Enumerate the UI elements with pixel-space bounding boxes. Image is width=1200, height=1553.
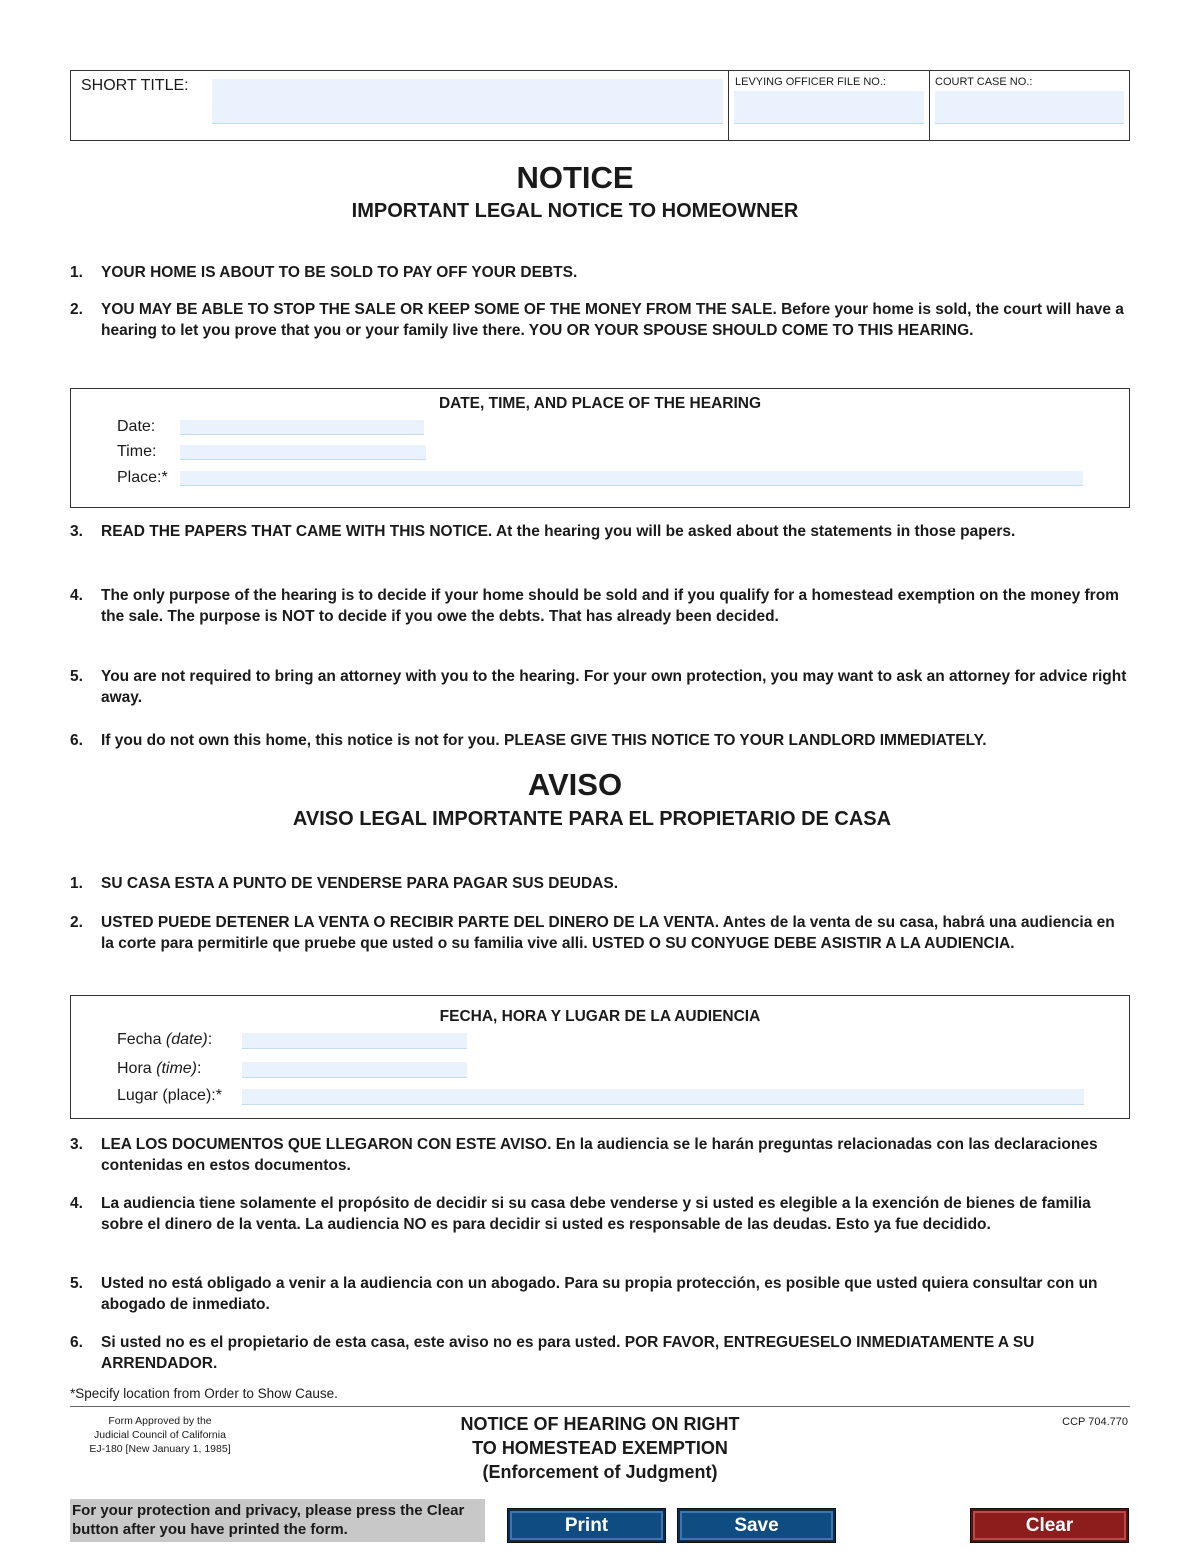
hearing-time-input[interactable] [180, 445, 426, 460]
save-button[interactable]: Save [678, 1509, 835, 1542]
item-text: LEA LOS DOCUMENTOS QUE LLEGARON CON ESTE AVISO. En la audiencia se le harán preguntas relacionadas con las declaraciones contenidas en estos documentos. [101, 1136, 1098, 1174]
time-label: Time: [117, 443, 157, 460]
item-number: 2. [70, 914, 83, 931]
notice-item-5 [70, 666, 1130, 708]
form-number: EJ-180 [New January 1, 1985] [89, 1443, 231, 1455]
notice-item-2 [70, 299, 1130, 341]
form-approved [70, 1414, 250, 1456]
item-text: Si usted no es el propietario de esta casa, este aviso no es para usted. POR FAVOR, ENTREGUESELO INMEDIATAMENTE A SU ARRENDADOR. [101, 1334, 1035, 1372]
notice-item-1 [70, 262, 1130, 283]
place-label: Place:* [117, 469, 168, 486]
form-title-line: (Enforcement of Judgment) [482, 1462, 718, 1482]
lugar-label: Lugar (place):* [117, 1087, 222, 1104]
code-citation: CCP 704.770 [1062, 1416, 1128, 1428]
privacy-line: For your protection and privacy, please press the Clear [72, 1502, 465, 1519]
form-approved-line: Form Approved by the [108, 1415, 212, 1427]
hearing-box [70, 388, 1130, 508]
audiencia-box [70, 995, 1130, 1119]
item-number: 4. [70, 1195, 83, 1212]
court-case-label: COURT CASE NO.: [935, 76, 1033, 88]
hearing-place-input[interactable] [180, 471, 1083, 486]
fecha-input[interactable] [242, 1033, 467, 1049]
item-number: 1. [70, 264, 83, 281]
hearing-date-input[interactable] [180, 420, 424, 435]
item-text: YOUR HOME IS ABOUT TO BE SOLD TO PAY OFF YOUR DEBTS. [101, 264, 578, 281]
item-number: 6. [70, 1334, 83, 1351]
notice-title: NOTICE [516, 160, 634, 195]
clear-button[interactable]: Clear [971, 1509, 1128, 1542]
notice-item-6 [70, 730, 1130, 751]
fecha-label: Fecha (date): [117, 1031, 213, 1048]
short-title-input[interactable] [212, 79, 723, 124]
levying-officer-label: LEVYING OFFICER FILE NO.: [735, 76, 886, 88]
footnote: *Specify location from Order to Show Cause. [70, 1386, 338, 1401]
court-case-number-input[interactable] [935, 91, 1124, 124]
hearing-box-title: DATE, TIME, AND PLACE OF THE HEARING [438, 395, 762, 412]
item-number: 1. [70, 875, 83, 892]
privacy-line: button after you have printed the form. [72, 1521, 348, 1538]
item-number: 2. [70, 301, 83, 318]
notice-subtitle: IMPORTANT LEGAL NOTICE TO HOMEOWNER [351, 200, 799, 222]
levying-officer-file-input[interactable] [734, 91, 924, 124]
short-title-label: SHORT TITLE: [81, 77, 189, 94]
item-text: YOU MAY BE ABLE TO STOP THE SALE OR KEEP SOME OF THE MONEY FROM THE SALE. Before your home is sold, the court will have a hearing to let you prove that you or your family live there. YOU OR YOUR SPOUSE SHOULD COME TO THIS HEARING. [101, 301, 1124, 339]
form-title [300, 1412, 900, 1484]
form-approved-line: Judicial Council of California [94, 1429, 226, 1441]
aviso-item-6 [70, 1332, 1130, 1374]
item-text: USTED PUEDE DETENER LA VENTA O RECIBIR PARTE DEL DINERO DE LA VENTA. Antes de la venta de su casa, habrá una audiencia en la corte para permitirle que pruebe que usted o su familia vive alli. USTED O SU CONYUGE DEBE ASISTIR A LA AUDIENCIA. [101, 914, 1115, 952]
footer-rule [70, 1406, 1130, 1407]
aviso-item-1 [70, 873, 1130, 894]
item-text: You are not required to bring an attorney with you to the hearing. For your own protection, you may want to ask an attorney for advice right away. [101, 668, 1127, 706]
item-number: 6. [70, 732, 83, 749]
divider [728, 71, 729, 140]
aviso-item-5 [70, 1273, 1130, 1315]
item-text: The only purpose of the hearing is to decide if your home should be sold and if you qualify for a homestead exemption on the money from the sale. The purpose is NOT to decide if you owe the debts. That has already been decided. [101, 587, 1119, 625]
item-number: 3. [70, 523, 83, 540]
print-button[interactable]: Print [508, 1509, 665, 1542]
aviso-subtitle: AVISO LEGAL IMPORTANTE PARA EL PROPIETARIO DE CASA [292, 808, 892, 830]
item-number: 4. [70, 587, 83, 604]
aviso-item-3 [70, 1134, 1130, 1176]
item-text: If you do not own this home, this notice is not for you. PLEASE GIVE THIS NOTICE TO YOUR LANDLORD IMMEDIATELY. [101, 732, 987, 749]
audiencia-box-title: FECHA, HORA Y LUGAR DE LA AUDIENCIA [439, 1008, 761, 1025]
date-label: Date: [117, 418, 156, 435]
form-title-line: NOTICE OF HEARING ON RIGHT [460, 1414, 740, 1434]
hora-input[interactable] [242, 1062, 467, 1078]
privacy-notice [70, 1499, 485, 1542]
notice-item-4 [70, 585, 1130, 627]
hora-label: Hora (time): [117, 1060, 202, 1077]
item-number: 5. [70, 668, 83, 685]
item-number: 5. [70, 1275, 83, 1292]
caption-box [70, 70, 1130, 141]
aviso-title: AVISO [527, 767, 623, 802]
aviso-item-2 [70, 912, 1130, 954]
divider [929, 71, 930, 140]
item-text: La audiencia tiene solamente el propósito de decidir si su casa debe venderse y si usted es elegible a la exención de bienes de familia sobre el dinero de la venta. La audiencia NO es para decidir si usted es responsable de las deudas. Esto ya fue decidido. [101, 1195, 1091, 1233]
notice-item-3 [70, 521, 1130, 542]
lugar-input[interactable] [242, 1089, 1084, 1105]
item-text: Usted no está obligado a venir a la audiencia con un abogado. Para su propia protección, es posible que usted quiera consultar con un abogado de inmediato. [101, 1275, 1098, 1313]
item-text: SU CASA ESTA A PUNTO DE VENDERSE PARA PAGAR SUS DEUDAS. [101, 875, 619, 892]
aviso-item-4 [70, 1193, 1130, 1235]
item-number: 3. [70, 1136, 83, 1153]
form-title-line: TO HOMESTEAD EXEMPTION [472, 1438, 728, 1458]
item-text: READ THE PAPERS THAT CAME WITH THIS NOTICE. At the hearing you will be asked about the statements in those papers. [101, 523, 1016, 540]
